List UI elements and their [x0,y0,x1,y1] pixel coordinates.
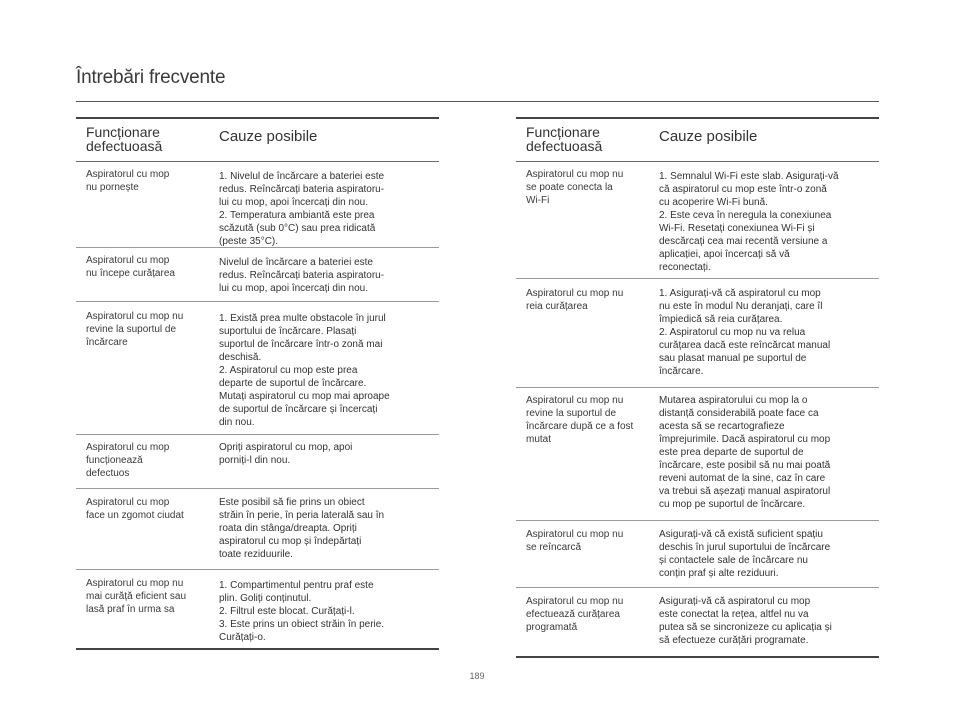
table-header [516,119,879,162]
row-problem: Aspiratorul cu mop nu reia curățarea [526,288,624,312]
title-divider [76,101,879,102]
row-problem: Aspiratorul cu mop nu efectuează curățarea programată [526,596,624,633]
row-cause: 1. Există prea multe obstacole în jurul suportului de încărcare. Plasați suportul de încărcare într-o zonă mai deschisă. 2. Aspiratorul cu mop este prea departe de suportul de încărcare. Mutați aspiratorul cu mop mai aproape de suportul de încărcare și încercați din nou. [219,313,390,428]
row-problem: Aspiratorul cu mop nu revine la suportul de încărcare după ce a fost mutat [526,395,634,445]
table-header [76,119,439,162]
row-problem: Aspiratorul cu mop funcționează defectuos [86,442,170,479]
row-cause: Este posibil să fie prins un obiect străin în perie, în peria laterală sau în roata din stânga/dreapta. Opriți aspiratorul cu mop și îndepărtați toate reziduurile. [219,497,385,560]
column-header-malfunction: Funcționare defectuoasă [86,124,163,154]
table-row [516,588,879,656]
table-row [76,435,439,489]
row-cause: Nivelul de încărcare a bateriei este redus. Reîncărcați bateria aspiratoru- lui cu mop, apoi încercați din nou. [219,257,385,294]
table-row [516,388,879,521]
row-cause: 1. Semnalul Wi-Fi este slab. Asigurați-vă că aspiratorul cu mop este într-o zonă cu acoperire Wi-Fi bună. 2. Este ceva în neregula la conexiunea Wi-Fi. Resetați conexiunea Wi-Fi și descărcați cea mai recentă versiune a aplicației, apoi încercați să vă reconectați. [659,171,839,273]
table-row [516,521,879,588]
row-cause: Asigurați-vă că există suficient spațiu deschis în jurul suportului de încărcare și contactele sale de încărcare nu conțin praf și alte reziduuri. [659,529,831,579]
row-problem: Aspiratorul cu mop face un zgomot ciudat [86,497,184,521]
troubleshooting-table-right [516,117,879,658]
page-title: Întrebări frecvente [76,67,226,88]
column-header-causes: Cauze posibile [219,128,318,145]
table-row [76,162,439,248]
table-row [516,162,879,279]
row-problem: Aspiratorul cu mop nu revine la suportul de încărcare [86,311,184,348]
row-problem: Aspiratorul cu mop nu se reîncarcă [526,529,624,553]
row-cause: Opriți aspiratorul cu mop, apoi porniți-l din nou. [219,442,353,466]
troubleshooting-table-left [76,117,439,650]
row-cause: 1. Nivelul de încărcare a bateriei este redus. Reîncărcați bateria aspiratoru- lui cu mop, apoi încercați din nou. 2. Temperatura ambiantă este prea scăzută (sub 0°C) sau prea ridicată (peste 35°C). [219,171,385,247]
table-row [516,279,879,388]
row-problem: Aspiratorul cu mop nu se poate conecta la Wi-Fi [526,169,624,206]
table-row [76,489,439,570]
page-number: 189 [469,671,485,681]
table-row [76,248,439,302]
row-problem: Aspiratorul cu mop nu pornește [86,169,170,193]
row-cause: 1. Asigurați-vă că aspiratorul cu mop nu este în modul Nu deranjați, care îl împiedică să reia curățarea. 2. Aspiratorul cu mop nu va relua curățarea dacă este reîncărcat manual sau plasat manual pe suportul de încărcare. [659,288,831,377]
row-cause: Asigurați-vă că aspiratorul cu mop este conectat la rețea, altfel nu va putea să se sincronizeze cu aplicația și să efectueze curățări programate. [659,596,832,646]
column-header-causes: Cauze posibile [659,128,758,145]
row-problem: Aspiratorul cu mop nu începe curățarea [86,255,175,279]
row-problem: Aspiratorul cu mop nu mai curăță eficient sau lasă praf în urma sa [86,578,187,615]
table-row [76,570,439,648]
row-cause: 1. Compartimentul pentru praf este plin. Goliți conținutul. 2. Filtrul este blocat. Curățați-l. 3. Este prins un obiect străin în perie. Curățați-o. [219,580,385,643]
row-cause: Mutarea aspiratorului cu mop la o distanță considerabilă poate face ca acesta să se recartografieze împrejurimile. Dacă aspiratorul cu mop este prea departe de suportul de încărcare, este posibil să nu mai poată reveni automat de la sine, caz în care va trebui să așezați manual aspiratorul cu mop pe suportul de încărcare. [659,395,831,510]
table-row [76,302,439,435]
column-header-malfunction: Funcționare defectuoasă [526,124,603,154]
